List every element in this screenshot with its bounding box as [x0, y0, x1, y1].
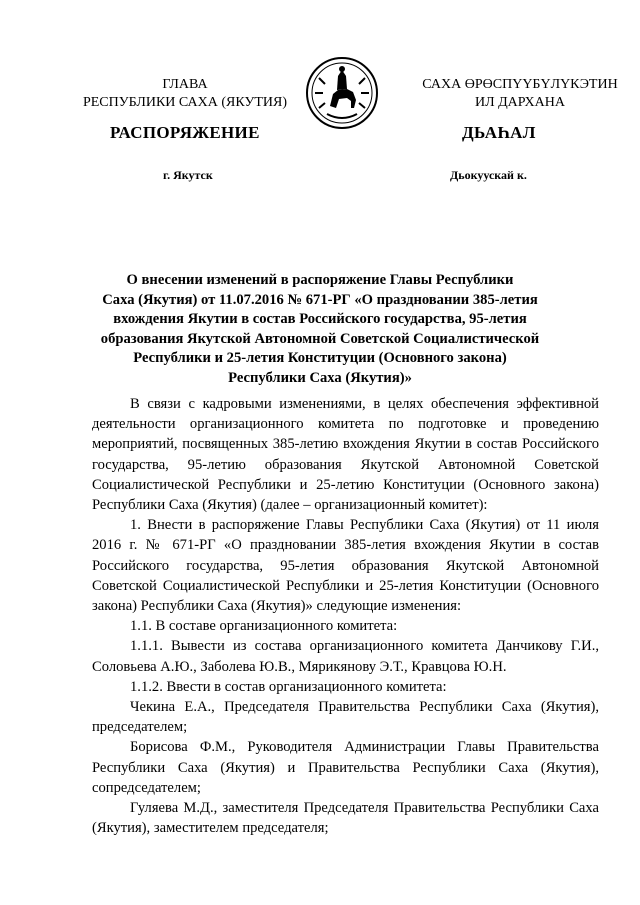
- title-line: вхождения Якутии в состав Российского государства, 95-летия: [113, 311, 527, 327]
- title-line: образования Якутской Автономной Советской Социалистической: [100, 330, 540, 347]
- title-line: О внесении изменений в распоряжение Главы Республики: [126, 272, 514, 288]
- clause-1-1-2-paragraph: 1.1.2. Ввести в состав организационного комитета:: [130, 678, 447, 695]
- issuer-title-ru: ГЛАВА: [162, 77, 208, 92]
- clause-1-1-1-paragraph: 1.1.1. Вывести из состава организационного комитета Данчикову Г.И., Соловьева А.Ю., Заболева Ю.В., Мярикянову Э.Т., Кравцова Ю.Н.: [92, 638, 599, 675]
- city-ru: г. Якутск: [163, 168, 213, 182]
- preamble-paragraph: В связи с кадровыми изменениями, в целях обеспечения эффективной деятельности организационного комитета по подготовке и проведению мероприятий, посвященных 385-летию вхождения Якутии в состав Российского государства, 95-летию образования Якутской Автономной Советской Социалистической Республики и 25-летию Конституции (Основного закона) Республики Саха (Якутия) (далее – организационный комитет):: [92, 396, 599, 514]
- title-line: Республики и 25-летия Конституции (Основного закона): [133, 350, 507, 366]
- city-sah: Дьокуускай к.: [450, 168, 527, 182]
- title-line: Саха (Якутия) от 11.07.2016 № 671-РГ «О праздновании 385-летия: [102, 291, 538, 308]
- issuer-subtitle-sah: ИЛ ДАРХАНА: [474, 95, 565, 110]
- title-line: Республики Саха (Якутия)»: [228, 369, 412, 386]
- document-type-ru: РАСПОРЯЖЕНИЕ: [110, 123, 260, 142]
- clause-1-1-paragraph: 1.1. В составе организационного комитета:: [130, 618, 398, 635]
- document-body: [92, 394, 599, 838]
- member-entry: Борисова Ф.М., Руководителя Администрации Главы Правительства Республики Саха (Якутия) и Правительства Республики Саха (Якутия), сопредседателем;: [92, 739, 599, 796]
- issuer-subtitle-ru: РЕСПУБЛИКИ САХА (ЯКУТИЯ): [82, 95, 288, 110]
- clause-1-paragraph: 1. Внести в распоряжение Главы Республики Саха (Якутия) от 11 июля 2016 г. № 671-РГ «О праздновании 385-летия вхождения Якутии в состав Российского государства, 95-летия образования Якутской Автономной Советской Социалистической Республики и 25-летия Конституции (Основного закона) Республики Саха (Якутия)» следующие изменения:: [92, 517, 599, 615]
- member-entry: Чекина Е.А., Председателя Правительства Республики Саха (Якутия), председателем;: [92, 699, 599, 736]
- issuer-block-sah: [395, 76, 640, 112]
- issuer-block-ru: [60, 76, 310, 112]
- document-type-sah: ДЬАҺАЛ: [462, 123, 536, 142]
- member-entry: Гуляева М.Д., заместителя Председателя Правительства Республики Саха (Якутия), заместителем председателя;: [92, 800, 599, 837]
- issuer-title-sah: САХА ӨРӨСПҮҮБҮЛҮКЭТИН: [422, 77, 618, 92]
- document-title: [92, 271, 548, 388]
- coat-of-arms-emblem-icon: [305, 56, 379, 130]
